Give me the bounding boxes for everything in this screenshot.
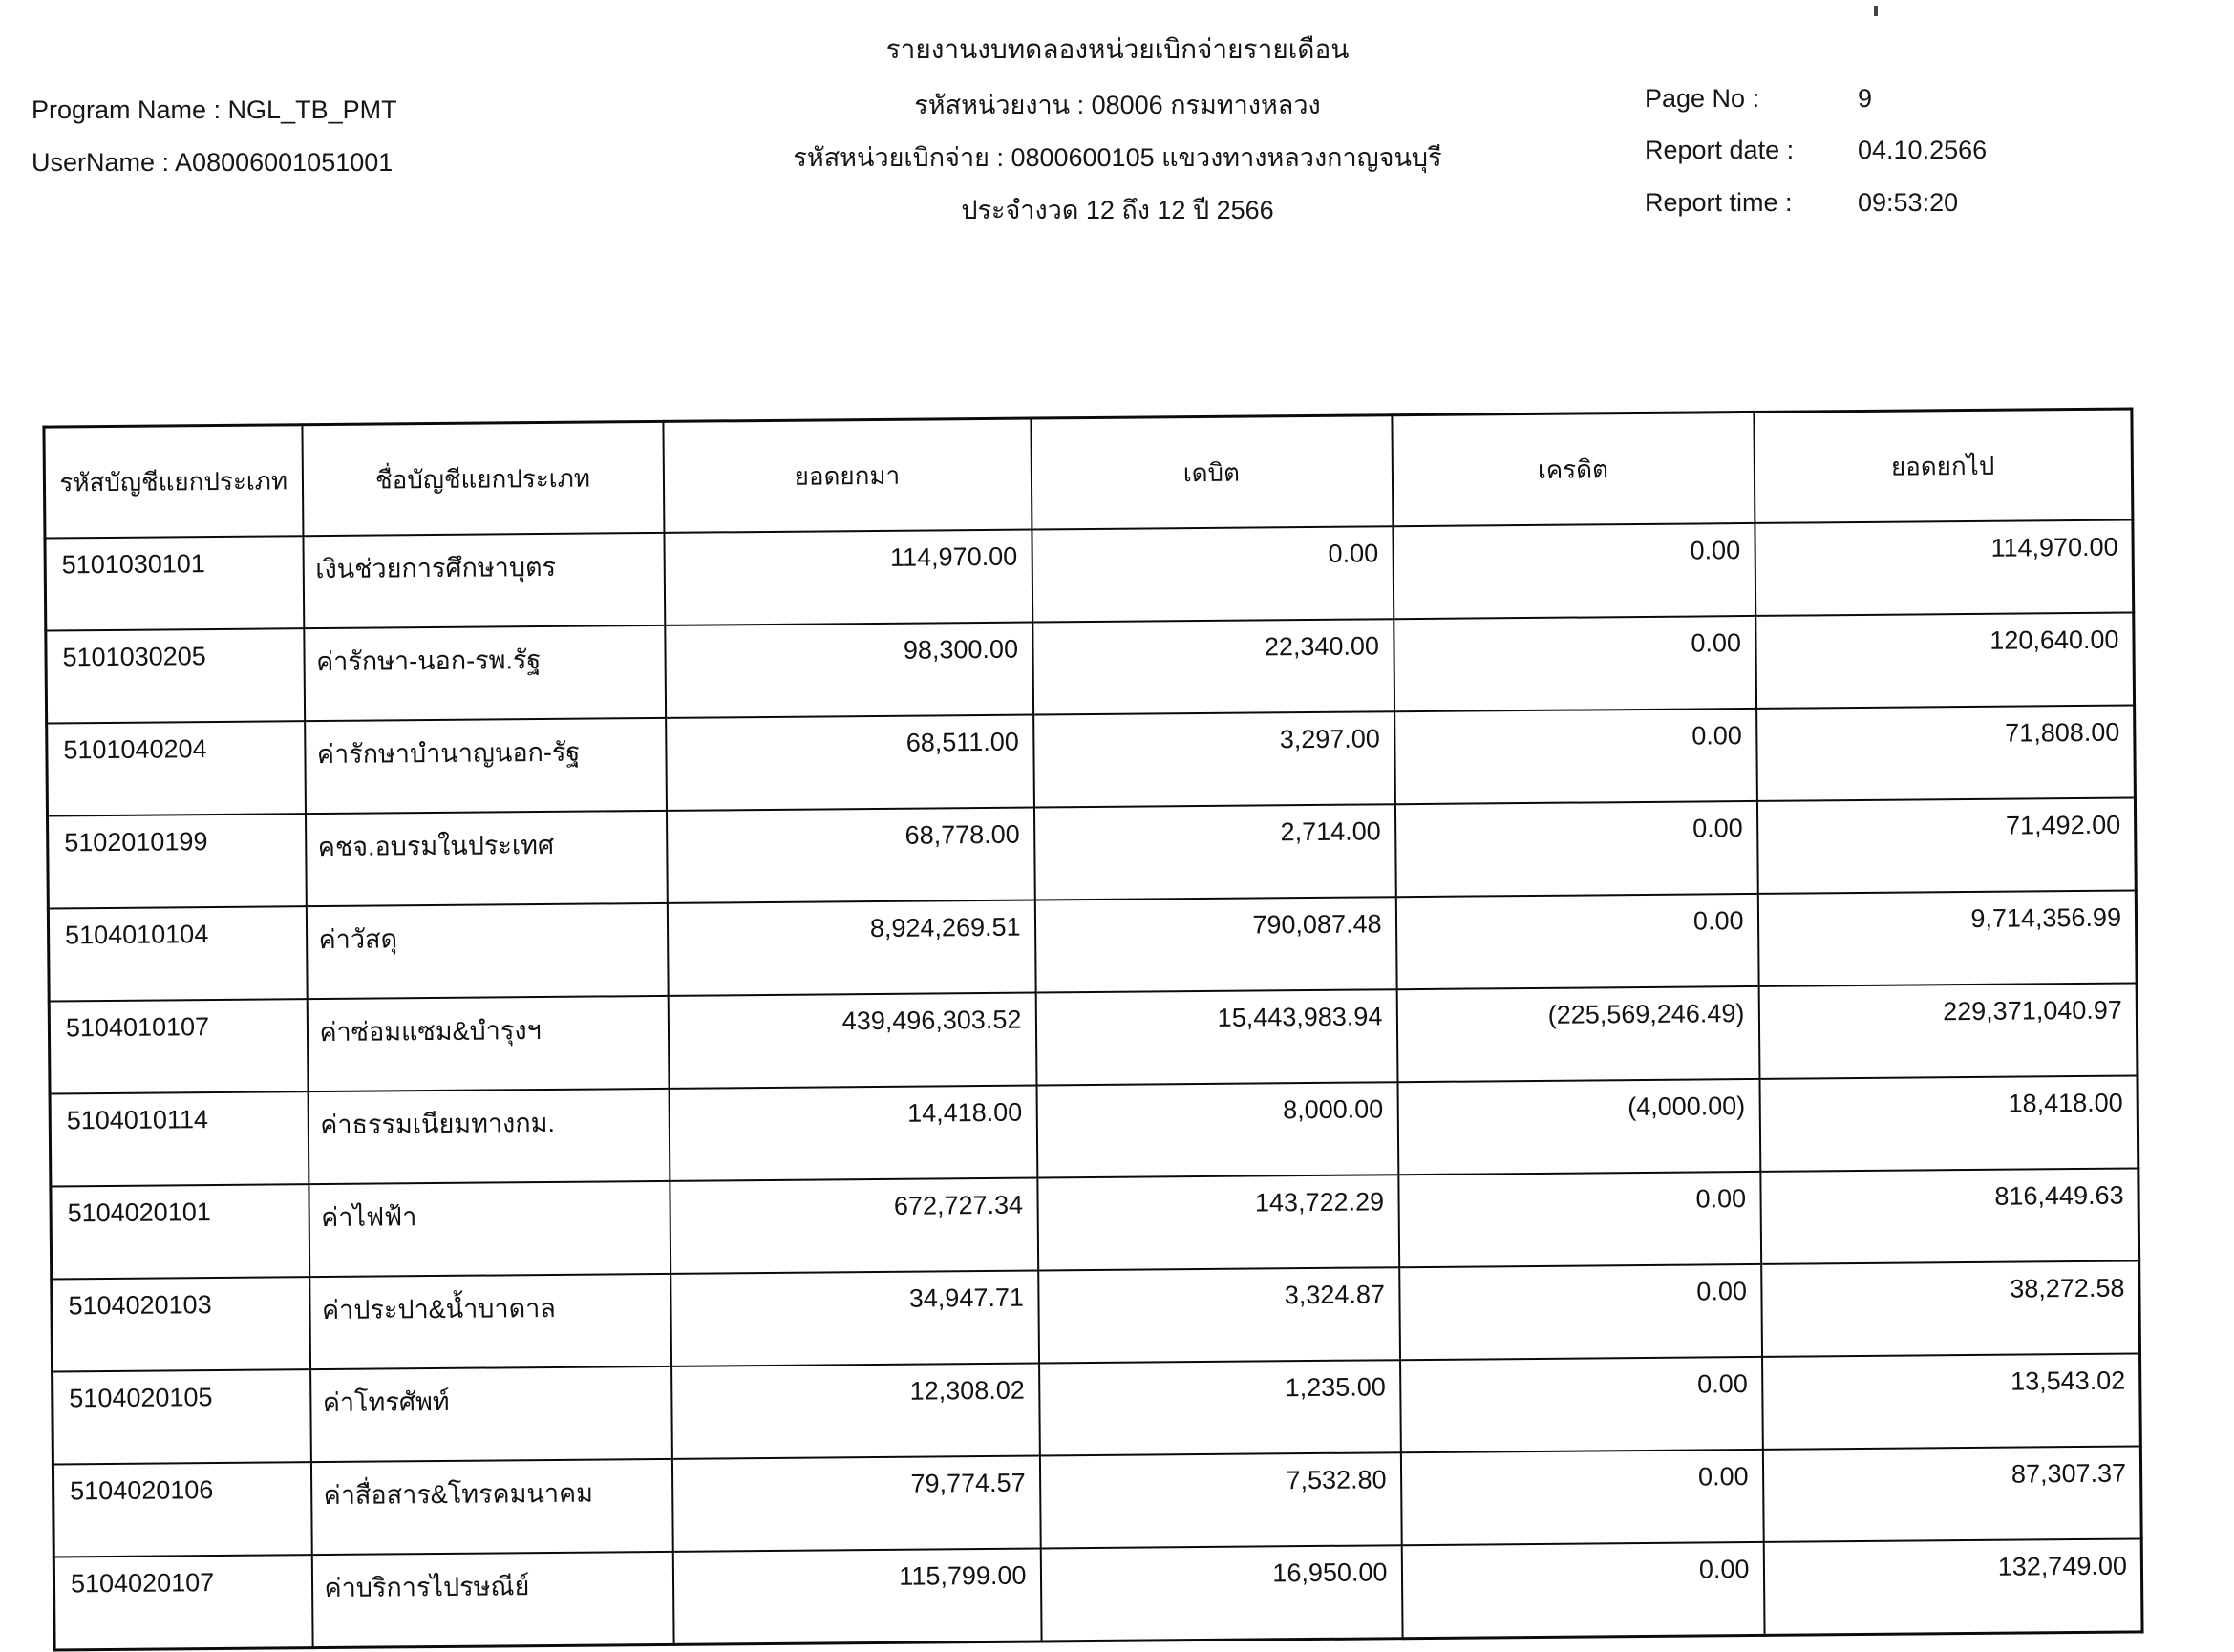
- beginning-balance-cell: 672,727.34: [670, 1178, 1038, 1274]
- account-code-cell: 5104020101: [51, 1184, 309, 1279]
- table-row: [48, 797, 2137, 908]
- col-header-debit: เดบิต: [1031, 415, 1393, 530]
- account-name-cell: ค่าวัสดุ: [306, 903, 668, 999]
- ending-balance-cell: 13,543.02: [1762, 1353, 2141, 1449]
- ending-balance-cell: 132,749.00: [1763, 1538, 2142, 1635]
- scan-artifact-dot: [1874, 6, 1878, 16]
- credit-cell: (4,000.00): [1397, 1079, 1760, 1175]
- account-name-cell: ค่าธรรมเนียมทางกม.: [308, 1089, 670, 1184]
- debit-cell: 3,324.87: [1038, 1267, 1400, 1363]
- debit-cell: 22,340.00: [1032, 619, 1394, 714]
- debit-cell: 15,443,983.94: [1035, 989, 1397, 1085]
- ending-balance-cell: 229,371,040.97: [1758, 983, 2138, 1078]
- credit-cell: 0.00: [1393, 523, 1755, 619]
- beginning-balance-cell: 114,970.00: [664, 530, 1032, 625]
- beginning-balance-cell: 68,511.00: [666, 715, 1034, 811]
- ending-balance-cell: 87,307.37: [1762, 1446, 2141, 1541]
- ending-balance-cell: 9,714,356.99: [1757, 890, 2137, 985]
- account-code-cell: 5102010199: [48, 814, 307, 908]
- account-code-cell: 5104020106: [53, 1462, 311, 1557]
- account-name-cell: ค่าซ่อมแซม&บำรุงฯ: [307, 996, 669, 1091]
- table-header-row: [44, 409, 2133, 539]
- account-code-cell: 5104010104: [48, 906, 307, 1001]
- ending-balance-cell: 71,492.00: [1756, 797, 2136, 893]
- credit-cell: 0.00: [1398, 1172, 1761, 1267]
- credit-cell: 0.00: [1395, 894, 1758, 989]
- account-name-cell: ค่าประปา&น้ำบาดาล: [309, 1274, 671, 1369]
- table-row: [46, 612, 2135, 723]
- debit-cell: 8,000.00: [1036, 1082, 1398, 1177]
- table-row: [45, 519, 2134, 630]
- account-name-cell: ค่ารักษาบำนาญนอก-รัฐ: [305, 718, 667, 814]
- account-name-cell: ค่าไฟฟ้า: [309, 1181, 670, 1277]
- username-line: UserName : A08006001051001: [32, 148, 394, 177]
- debit-cell: 7,532.80: [1039, 1452, 1401, 1548]
- ending-balance-cell: 816,449.63: [1760, 1168, 2139, 1263]
- page-no-value: 9: [1858, 84, 1873, 113]
- beginning-balance-cell: 439,496,303.52: [668, 993, 1036, 1089]
- debit-cell: 143,722.29: [1037, 1175, 1399, 1270]
- beginning-balance-cell: 8,924,269.51: [667, 900, 1035, 996]
- table-row: [51, 1168, 2139, 1279]
- debit-cell: 2,714.00: [1033, 804, 1395, 900]
- table-row: [53, 1446, 2141, 1557]
- beginning-balance-cell: 12,308.02: [671, 1364, 1040, 1459]
- col-header-credit: เครดิต: [1392, 412, 1755, 526]
- ending-balance-cell: 114,970.00: [1755, 519, 2134, 615]
- account-code-cell: 5104020107: [53, 1555, 312, 1650]
- ending-balance-cell: 71,808.00: [1756, 705, 2136, 800]
- ending-balance-cell: 120,640.00: [1755, 612, 2135, 708]
- account-name-cell: ค่าสื่อสาร&โทรคมนาคม: [310, 1459, 672, 1555]
- debit-cell: 790,087.48: [1034, 897, 1396, 992]
- ending-balance-cell: 18,418.00: [1759, 1075, 2138, 1171]
- table-row: [53, 1538, 2142, 1650]
- page-no-label: Page No :: [1645, 84, 1760, 113]
- account-code-cell: 5101030205: [46, 628, 305, 723]
- col-header-ending-balance: ยอดยกไป: [1754, 409, 2133, 523]
- debit-cell: 0.00: [1032, 526, 1394, 622]
- account-name-cell: คชจ.อบรมในประเทศ: [305, 811, 667, 906]
- account-name-cell: ค่าโทรศัพท์: [310, 1366, 672, 1462]
- debit-cell: 3,297.00: [1033, 711, 1395, 807]
- account-code-cell: 5104020105: [53, 1369, 311, 1464]
- account-code-cell: 5104010107: [49, 999, 308, 1093]
- debit-cell: 16,950.00: [1040, 1545, 1402, 1641]
- agency-code-line: รหัสหน่วยงาน : 08006 กรมทางหลวง: [914, 91, 1321, 119]
- credit-cell: 0.00: [1400, 1357, 1763, 1452]
- account-name-cell: เงินช่วยการศึกษาบุตร: [303, 533, 665, 628]
- credit-cell: (225,569,246.49): [1396, 986, 1759, 1082]
- ending-balance-cell: 38,272.58: [1761, 1260, 2140, 1356]
- account-code-cell: 5101030101: [45, 536, 304, 630]
- credit-cell: 0.00: [1394, 709, 1757, 804]
- col-header-beginning-balance: ยอดยกมา: [663, 418, 1032, 533]
- table-row: [52, 1260, 2140, 1371]
- table-row: [48, 890, 2137, 1001]
- report-date-label: Report date :: [1645, 136, 1795, 164]
- report-time-value: 09:53:20: [1858, 188, 1959, 217]
- credit-cell: 0.00: [1394, 801, 1757, 897]
- account-code-cell: 5104020103: [52, 1277, 310, 1371]
- account-code-cell: 5104010114: [50, 1091, 309, 1186]
- credit-cell: 0.00: [1394, 616, 1756, 711]
- col-header-account-name: ชื่อบัญชีแยกประเภท: [302, 421, 664, 536]
- account-name-cell: ค่ารักษา-นอก-รพ.รัฐ: [304, 625, 666, 721]
- beginning-balance-cell: 98,300.00: [665, 623, 1033, 718]
- debit-cell: 1,235.00: [1039, 1360, 1401, 1455]
- beginning-balance-cell: 68,778.00: [666, 808, 1034, 903]
- period-line: ประจำงวด 12 ถึง 12 ปี 2566: [961, 196, 1274, 224]
- col-header-account-code: รหัสบัญชีแยกประเภท: [44, 425, 303, 539]
- credit-cell: 0.00: [1401, 1542, 1764, 1639]
- report-title: รายงานงบทดลองหน่วยเบิกจ่ายรายเดือน: [885, 34, 1350, 64]
- credit-cell: 0.00: [1399, 1264, 1762, 1360]
- table-row: [50, 1075, 2138, 1186]
- beginning-balance-cell: 14,418.00: [669, 1086, 1037, 1181]
- beginning-balance-cell: 79,774.57: [671, 1456, 1040, 1552]
- table-row: [53, 1353, 2141, 1464]
- report-date-value: 04.10.2566: [1858, 136, 1988, 164]
- report-time-label: Report time :: [1645, 188, 1793, 217]
- table-row: [49, 983, 2138, 1093]
- beginning-balance-cell: 115,799.00: [672, 1549, 1041, 1645]
- account-name-cell: ค่าบริการไปรษณีย์: [311, 1552, 673, 1648]
- trial-balance-table: [42, 407, 2143, 1651]
- account-code-cell: 5101040204: [47, 721, 306, 815]
- table-row: [47, 705, 2136, 815]
- program-name-line: Program Name : NGL_TB_PMT: [32, 95, 397, 124]
- disbursement-unit-line: รหัสหน่วยเบิกจ่าย : 0800600105 แขวงทางหลวงกาญจนบุรี: [793, 143, 1442, 172]
- credit-cell: 0.00: [1400, 1450, 1763, 1545]
- beginning-balance-cell: 34,947.71: [670, 1271, 1039, 1366]
